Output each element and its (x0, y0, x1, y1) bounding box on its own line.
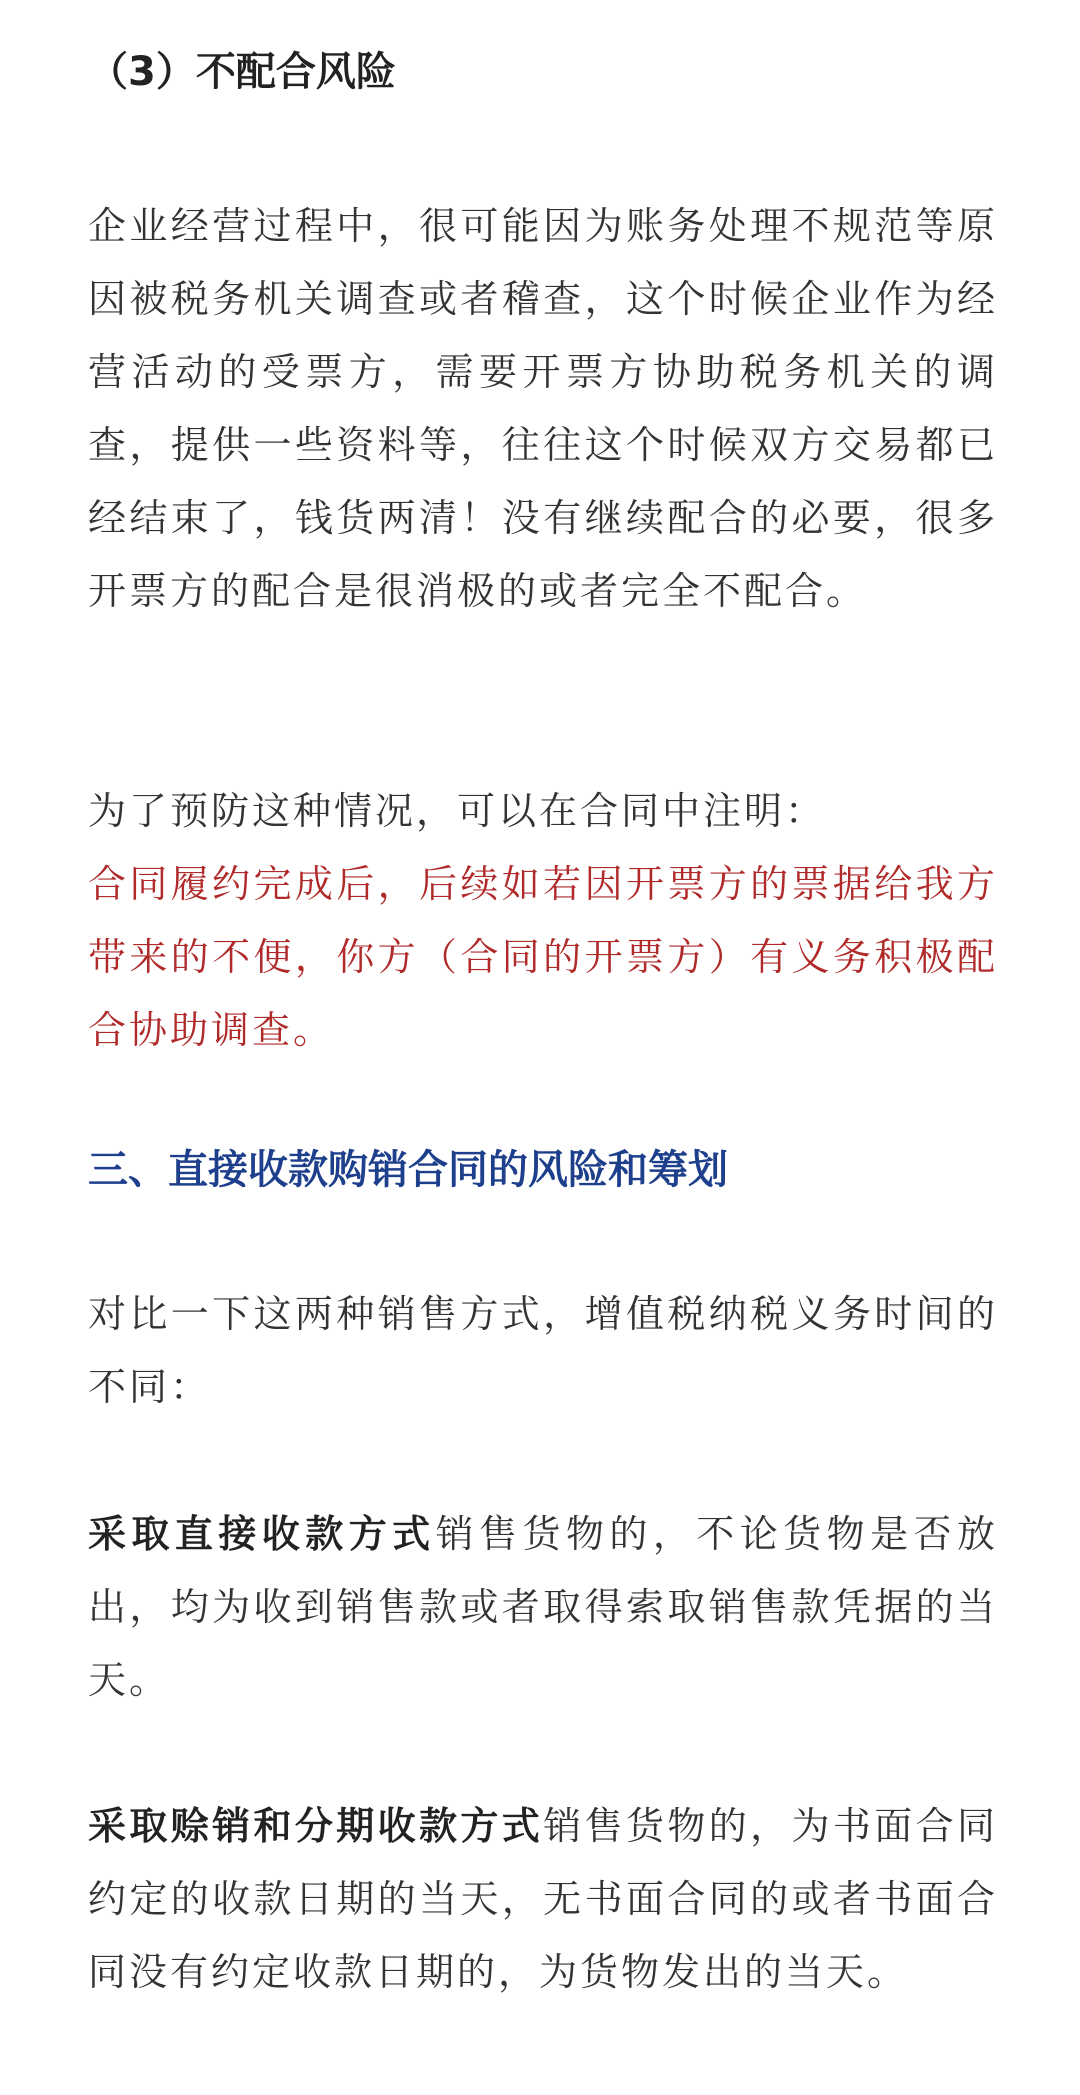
bold-installment: 采取赊销和分期收款方式 (88, 1804, 544, 1848)
paragraph-contract-clause: 合同履约完成后，后续如若因开票方的票据给我方带来的不便，你方（合同的开票方）有义务积极配合协助调查。 (88, 862, 998, 1052)
paragraph-comparison: 对比一下这两种销售方式，增值税纳税义务时间的不同： (88, 1292, 998, 1409)
section-heading-direct-collection: 三、直接收款购销合同的风险和筹划 (88, 1147, 728, 1193)
paragraph-prevention: 为了预防这种情况，可以在合同中注明： (88, 789, 827, 833)
paragraph-noncooperation: 企业经营过程中，很可能因为账务处理不规范等原因被税务机关调查或者稽查，这个时候企业作为经营活动的受票方，需要开票方协助税务机关的调查，提供一些资料等，往往这个时候双方交易都已经结束了，钱货两清！没有继续配合的必要，很多开票方的配合是很消极的或者完全不配合。 (88, 204, 998, 613)
paragraph-direct-collection (88, 1498, 998, 1717)
text-direct-collection: 销售货物的，不论货物是否放出，均为收到销售款或者取得索取销售款凭据的当天。 (88, 1512, 998, 1702)
subheading-noncooperation-risk: （3）不配合风险 (88, 49, 396, 95)
text-installment: 销售货物的，为书面合同约定的收款日期的当天，无书面合同的或者书面合同没有约定收款日期的，为货物发出的当天。 (88, 1804, 998, 1994)
bold-direct-collection: 采取直接收款方式 (88, 1512, 436, 1556)
paragraph-installment (88, 1790, 998, 2009)
